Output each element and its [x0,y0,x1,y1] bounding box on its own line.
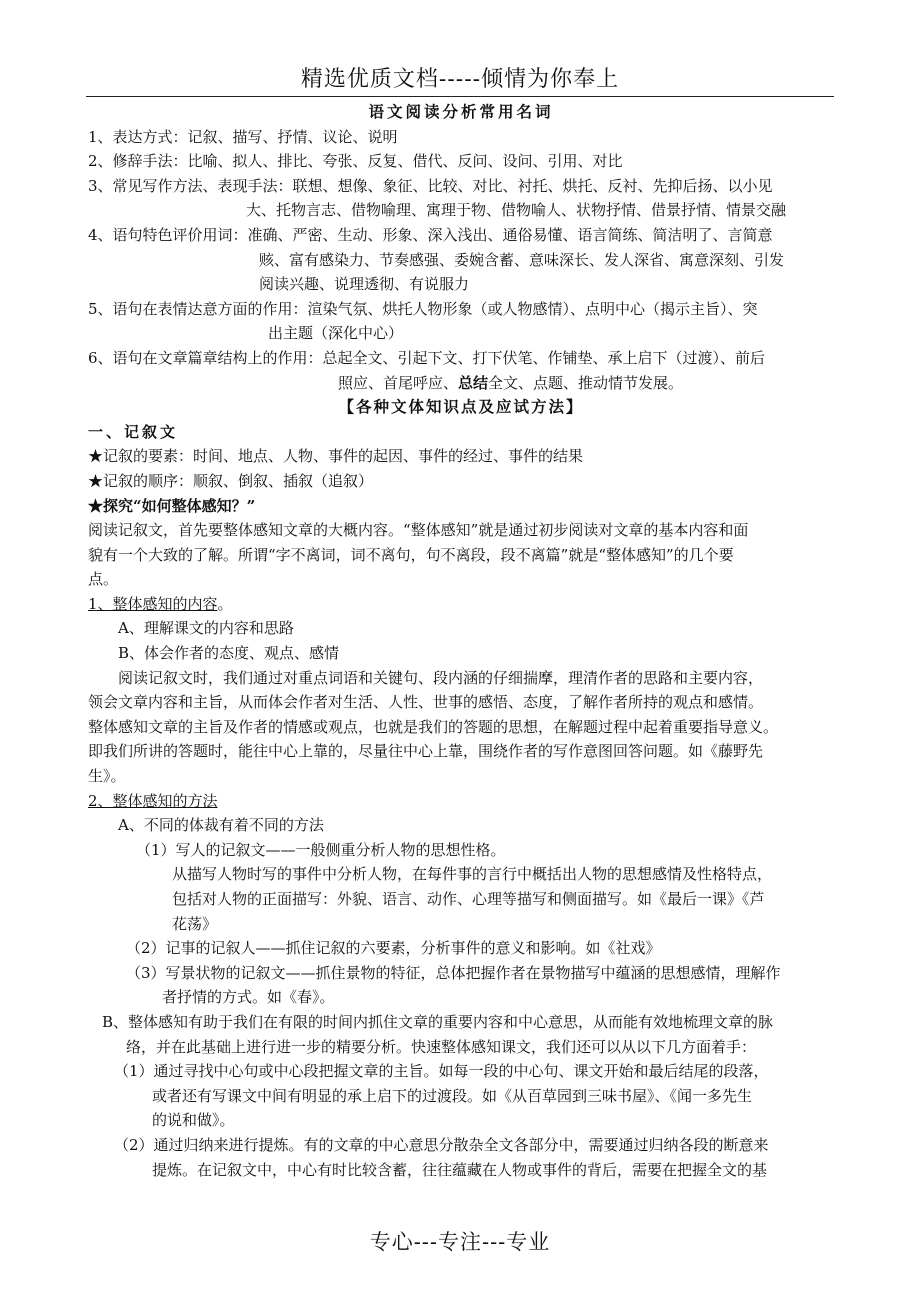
term-rhetoric: 2、修辞手法：比喻、拟人、排比、夸张、反复、借代、反问、设问、引用、对比 [88,152,623,171]
method-point-b-cont: 络，并在此基础上进行进一步的精要分析。快速整体感知课文，我们还可以从以下几方面着手： [126,1037,757,1056]
term-structural-function-post: 全文、点题、推动情节发展。 [488,373,684,392]
method-item-1: （1）写人的记叙文——一般侧重分析人物的思想性格。 [136,840,506,859]
document-body [88,100,834,1182]
paragraph-line: 点。 [88,570,119,589]
term-sentence-features-cont: 赅、富有感染力、节奏感强、委婉含蓄、意味深长、发人深省、寓意深刻、引发 [259,250,785,269]
term-expressive-function: 5、语句在表情达意方面的作用：渲染气氛、烘托人物形象（或人物感情）、点明中心（揭示主旨）、突 [88,299,758,318]
term-structural-function: 6、语句在文章篇章结构上的作用：总起全文、引起下文、打下伏笔、作铺垫、承上启下（过渡）、前后 [88,348,766,367]
paragraph-line: 阅读记叙文时，我们通过对重点词语和关键句、段内涵的仔细揣摩，理清作者的思路和主要内容， [118,668,764,687]
paragraph-line: 整体感知文章的主旨及作者的情感或观点，也就是我们的答题的思想，在解题过程中起着重要指导意义。 [88,717,779,736]
method-item-3: （3）写景状物的记叙文——抓住景物的特征，总体把握作者在景物描写中蕴涵的思想感情，理解作 [126,963,781,982]
approach-item-2: （2）通过归纳来进行提炼。有的文章的中心意思分散杂全文各部分中，需要通过归纳各段的断意来 [114,1135,769,1154]
term-structural-function-pre: 照应、首尾呼应、 [338,373,459,392]
approach-item-1-cont: 或者还有写课文中间有明显的承上启下的过渡段。如《从百草园到三味书屋》、《闻一多先生 [152,1086,753,1105]
subheading-content [88,592,834,617]
narrative-explore-heading: ★探究“如何整体感知？” [88,496,256,515]
method-item-1-line: 包括对人物的正面描写：外貌、语言、动作、心理等描写和侧面描写。如《最后一课》《芦 [172,890,765,908]
section-title: 【各种文体知识点及应试方法】 [338,397,584,417]
narrative-heading: 一、记叙文 [88,422,179,441]
term-sentence-features-cont2: 阅读兴趣、说理透彻、有说服力 [259,275,470,294]
method-item-3-cont: 者抒情的方式。如《春》。 [162,988,335,1007]
page-header: 精选优质文档-----倾情为你奉上 [300,67,620,92]
method-item-1-line: 从描写人物时写的事件中分析人物，在每件事的言行中概括出人物的思想感情及性格特点， [172,865,773,884]
term-expression: 1、表达方式：记叙、描写、抒情、议论、说明 [88,127,398,146]
content-point-b: B、体会作者的态度、观点、感情 [118,644,340,663]
approach-item-2-cont: 提炼。在记叙文中，中心有时比较含蓄，往往蕴藏在人物或事件的背后，需要在把握全文的基 [152,1160,768,1179]
term-structural-function-cont [88,371,834,396]
subheading-content-end: 。 [217,594,233,613]
narrative-elements: ★记叙的要素：时间、地点、人物、事件的起因、事件的经过、事件的结果 [88,447,584,466]
paragraph-line: 生》。 [88,767,126,786]
approach-item-1: （1）通过寻找中心句或中心段把握文章的主旨。如每一段的中心句、课文开始和最后结尾的段落， [114,1062,769,1081]
subheading-method-text: 2、整体感知的方法 [88,791,218,810]
term-expressive-function-cont: 出主题（深化中心） [268,324,404,343]
term-writing-methods: 3、常见写作方法、表现手法：联想、想像、象征、比较、对比、衬托、烘托、反衬、先抑后扬、以小见 [88,176,773,195]
subheading-content-text: 1、整体感知的内容 [88,594,218,613]
paragraph-line: 阅读记叙文，首先要整体感知文章的大概内容。“整体感知”就是通过初步阅读对文章的基本内容和面 [88,521,749,540]
approach-item-1-cont: 的说和做》。 [152,1111,235,1130]
document-title: 语文阅读分析常用名词 [368,102,554,121]
term-sentence-features: 4、语句特色评价用词：准确、严密、生动、形象、深入浅出、通俗易懂、语言简练、简洁明了、言简意 [88,225,773,244]
term-structural-function-bold: 总结 [458,373,489,392]
term-writing-methods-cont: 大、托物言志、借物喻理、寓理于物、借物喻人、状物抒情、借景抒情、情景交融 [246,201,787,220]
subheading-method [88,789,834,814]
paragraph-line: 貌有一个大致的了解。所谓“字不离词，词不离句，句不离段，段不离篇”就是“整体感知”的几个要 [88,545,734,564]
paragraph-line: 即我们所讲的答题时，能往中心上靠的，尽量往中心上靠，围绕作者的写作意图回答问题。如《藤野先 [88,742,764,761]
narrative-order: ★记叙的顺序：顺叙、倒叙、插叙（追叙） [88,471,374,490]
method-item-2: （2）记事的记叙人——抓住记叙的六要素，分析事件的意义和影响。如《社戏》 [126,939,661,958]
content-point-a: A、理解课文的内容和思路 [118,619,294,638]
page-footer: 专心---专注---专业 [369,1230,551,1254]
method-point-b: B、整体感知有助于我们在有限的时间内抓住文章的重要内容和中心意思，从而能有效地梳理文章的脉 [102,1012,774,1031]
method-item-1-line: 花荡》 [172,914,218,933]
header-divider [86,96,834,97]
method-point-a: A、不同的体裁有着不同的方法 [118,816,324,835]
paragraph-line: 领会文章内容和主旨，从而体会作者对生活、人性、世事的感悟、态度，了解作者所持的观点和感情。 [88,693,764,712]
